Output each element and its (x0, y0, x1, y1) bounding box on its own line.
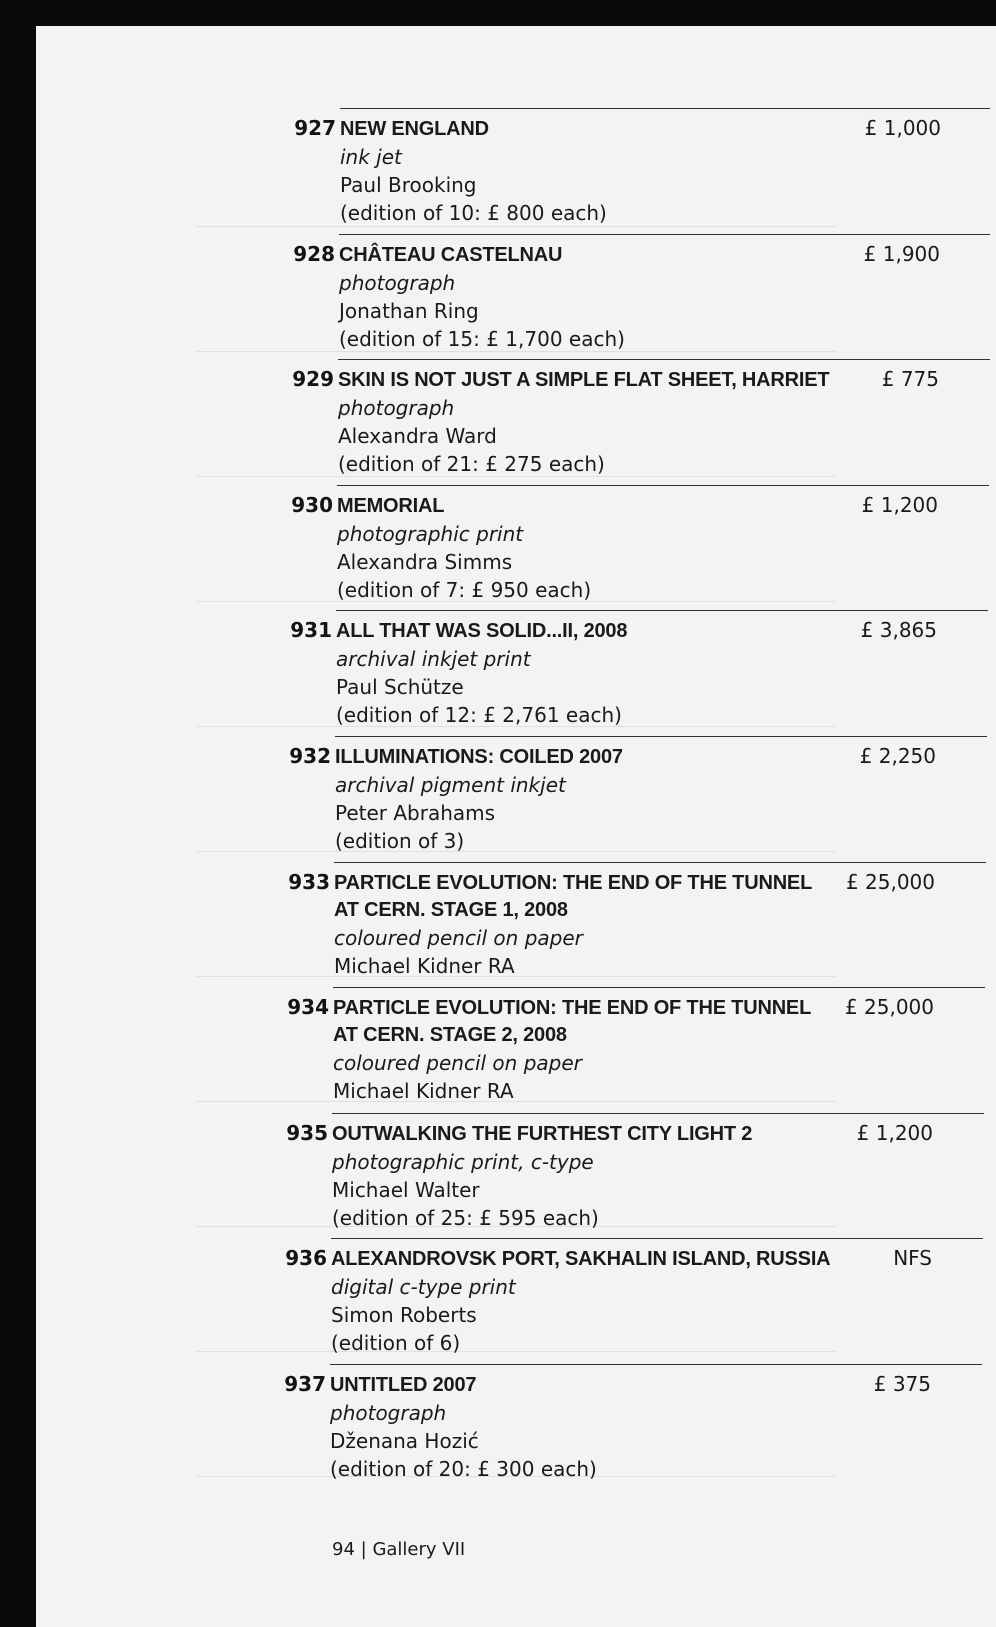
catalog-list (36, 108, 996, 1490)
entry-edition: (edition of 10: £ 800 each) (340, 201, 607, 225)
entry-title: CHÂTEAU CASTELNAU (339, 243, 563, 266)
entry-artist: Paul Schütze (336, 675, 464, 700)
entry-title: PARTICLE EVOLUTION: THE END OF THE TUNNEL (333, 997, 812, 1020)
entry-rule (338, 359, 990, 360)
entry-number: 937 (284, 1371, 326, 1396)
entry-number: 936 (285, 1246, 327, 1271)
entry-number: 934 (287, 995, 329, 1020)
entry-number: 929 (292, 367, 334, 392)
page-footer (332, 1539, 465, 1560)
entry-price: £ 1,200 (856, 1120, 933, 1145)
entry-title: PARTICLE EVOLUTION: THE END OF THE TUNNEL (334, 871, 813, 894)
entry-medium: digital c-type print (331, 1275, 516, 1300)
entry-edition: (edition of 20: £ 300 each) (330, 1456, 597, 1481)
entry-price: £ 2,250 (859, 743, 936, 768)
entry-price: £ 1,200 (861, 492, 938, 517)
entry-title: ALEXANDROVSK PORT, SAKHALIN ISLAND, RUSSIA (331, 1248, 831, 1271)
entry-title: ILLUMINATIONS: COILED 2007 (335, 745, 623, 768)
entry-medium: photograph (330, 1400, 447, 1425)
entry-artist: Jonathan Ring (339, 298, 479, 323)
entry-content (334, 870, 854, 980)
catalog-entry (36, 1113, 996, 1239)
catalog-entry (36, 359, 996, 485)
entry-medium: photographic print (337, 521, 524, 546)
entry-edition: (edition of 25: £ 595 each) (332, 1205, 599, 1230)
entry-content (335, 744, 855, 855)
catalog-entry (36, 234, 996, 360)
entry-content (337, 493, 857, 604)
entry-rule (336, 610, 988, 611)
page-number: 94 (332, 1539, 355, 1560)
entry-title-continued: AT CERN. STAGE 2, 2008 (333, 1024, 567, 1047)
entry-edition: (edition of 12: £ 2,761 each) (336, 703, 622, 728)
entry-artist: Michael Walter (332, 1177, 480, 1202)
entry-title: SKIN IS NOT JUST A SIMPLE FLAT SHEET, HARRIET (338, 369, 830, 392)
entry-content (330, 1372, 850, 1483)
entry-rule (331, 1238, 983, 1239)
entry-title: OUTWALKING THE FURTHEST CITY LIGHT 2 (332, 1122, 753, 1145)
entry-number: 932 (289, 743, 331, 768)
entry-rule (332, 1113, 984, 1114)
entry-number: 930 (291, 492, 333, 517)
catalog-entry (36, 862, 996, 988)
entry-medium: coloured pencil on paper (334, 925, 583, 950)
entry-price: £ 25,000 (844, 995, 934, 1020)
catalog-entry (36, 610, 996, 736)
entry-content (332, 1121, 852, 1232)
entry-content (331, 1246, 851, 1357)
entry-number: 935 (286, 1120, 328, 1145)
entry-edition: (edition of 21: £ 275 each) (338, 452, 605, 477)
entry-rule (330, 1364, 982, 1365)
catalog-entry (36, 1364, 996, 1490)
entry-price: £ 1,900 (863, 241, 940, 266)
entry-content (333, 995, 853, 1105)
catalog-entry (36, 987, 996, 1113)
entry-medium: ink jet (340, 145, 402, 169)
entry-number: 927 (294, 116, 336, 140)
entry-artist: Alexandra Simms (337, 549, 513, 574)
footer-separator: | (360, 1539, 367, 1560)
entry-artist: Dženana Hozić (330, 1428, 479, 1453)
entry-edition: (edition of 3) (335, 828, 465, 853)
entry-artist: Michael Kidner RA (334, 953, 515, 978)
entry-medium: photograph (339, 270, 456, 295)
entry-number: 928 (293, 241, 335, 266)
entry-artist: Peter Abrahams (335, 800, 496, 825)
entry-medium: archival pigment inkjet (335, 772, 566, 797)
entry-rule (337, 485, 989, 486)
entry-rule (334, 862, 986, 863)
entry-price: £ 1,000 (864, 116, 941, 140)
entry-rule (340, 108, 990, 109)
entry-edition: (edition of 7: £ 950 each) (337, 577, 592, 602)
section-name: Gallery VII (372, 1539, 466, 1560)
catalog-entry (36, 485, 996, 611)
catalog-entry (36, 108, 996, 234)
entry-edition: (edition of 6) (331, 1331, 461, 1356)
entry-price: £ 25,000 (845, 869, 935, 894)
entry-title-continued: AT CERN. STAGE 1, 2008 (334, 898, 568, 921)
entry-medium: archival inkjet print (336, 647, 531, 672)
entry-edition: (edition of 15: £ 1,700 each) (339, 326, 625, 351)
catalog-page (36, 26, 996, 1627)
entry-content (340, 116, 860, 227)
entry-content (339, 242, 859, 353)
entry-artist: Michael Kidner RA (333, 1079, 514, 1104)
entry-title: MEMORIAL (337, 494, 445, 517)
entry-medium: photograph (338, 396, 455, 421)
entry-rule (335, 736, 987, 737)
entry-price: £ 375 (873, 1371, 931, 1396)
entry-content (336, 618, 856, 729)
entry-number: 931 (290, 618, 332, 643)
entry-price: NFS (893, 1246, 932, 1271)
catalog-entry (36, 736, 996, 862)
entry-title: UNTITLED 2007 (330, 1373, 477, 1396)
entry-artist: Simon Roberts (331, 1303, 477, 1328)
entry-price: £ 775 (881, 367, 939, 392)
entry-number: 933 (288, 869, 330, 894)
entry-artist: Alexandra Ward (338, 424, 497, 449)
entry-medium: photographic print, c-type (332, 1149, 594, 1174)
entry-title: ALL THAT WAS SOLID...II, 2008 (336, 620, 628, 643)
entry-content (338, 367, 858, 478)
catalog-entry (36, 1238, 996, 1364)
entry-title: NEW ENGLAND (340, 118, 489, 140)
entry-rule (339, 234, 990, 235)
entry-rule (333, 987, 985, 988)
entry-price: £ 3,865 (860, 618, 937, 643)
entry-medium: coloured pencil on paper (333, 1051, 582, 1076)
entry-artist: Paul Brooking (340, 173, 477, 197)
